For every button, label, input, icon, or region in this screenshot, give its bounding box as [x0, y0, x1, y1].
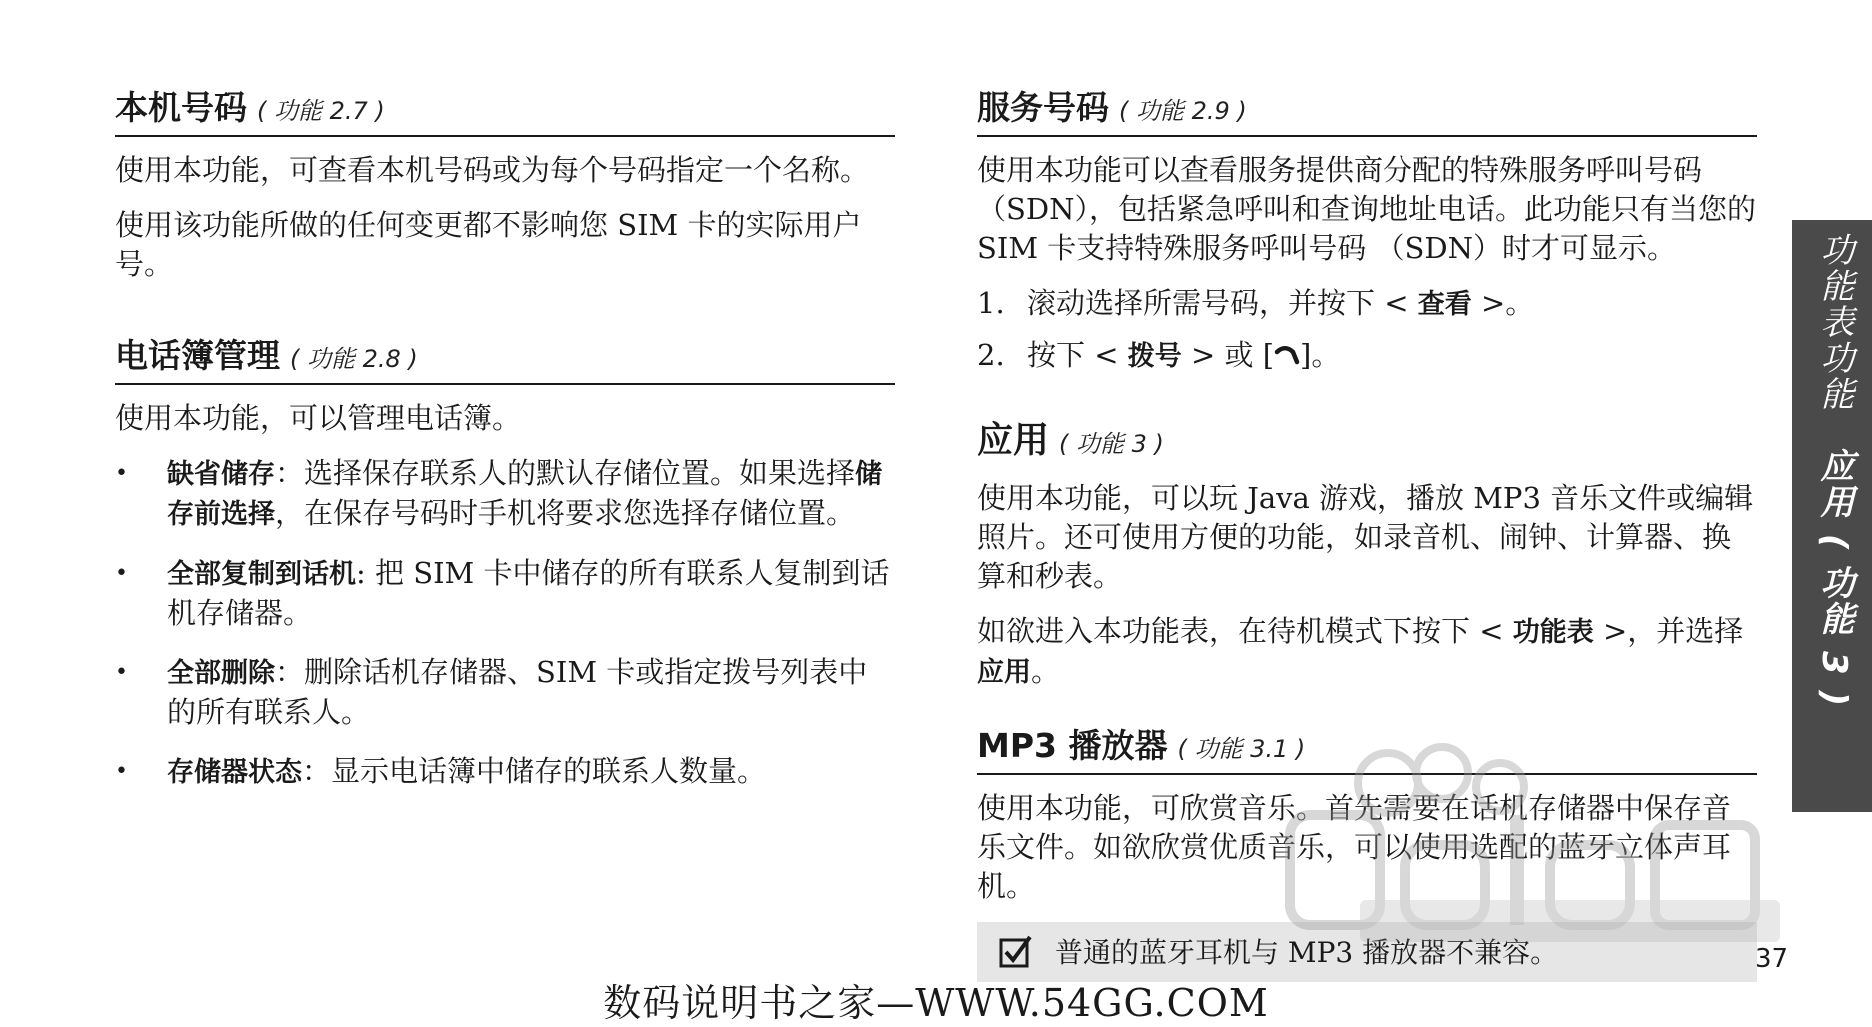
bullet-mark: • — [115, 759, 128, 784]
term: 全部删除 — [167, 658, 275, 689]
step-text: ]。 — [1300, 338, 1341, 372]
paragraph: 使用本功能，可查看本机号码或为每个号码指定一个名称。 — [115, 153, 870, 187]
step-number: 1. — [977, 286, 1005, 320]
section-ref: ( 功能 2.9 ) — [1119, 97, 1247, 125]
chapter-side-tab — [1792, 220, 1872, 812]
paragraph: 使用本功能，可以管理电话簿。 — [115, 401, 522, 435]
paragraph-text: 。 — [1031, 654, 1061, 688]
paragraph-text: >，并选择 — [1593, 614, 1744, 648]
term: 储存前选择 — [167, 459, 883, 530]
term: 缺省储存 — [167, 459, 275, 490]
bullet-mark: • — [115, 561, 128, 586]
list-item — [115, 454, 895, 534]
paragraph — [977, 612, 1757, 692]
list-item — [115, 554, 895, 633]
item-text: 删除话机存储器、SIM 卡或指定拨号列表中的所有联系人。 — [167, 655, 868, 729]
section-ref: ( 功能 3 ) — [1059, 430, 1164, 458]
item-text: 把 SIM 卡中储存的所有联系人复制到话机存储器。 — [167, 556, 890, 630]
side-tab-label — [1810, 232, 1859, 708]
step-text: > 或 [ — [1181, 338, 1275, 372]
checkbox-check-icon — [999, 934, 1033, 968]
section-ref: ( 功能 2.7 ) — [257, 97, 385, 125]
side-tab-main: 功能表功能 — [1814, 232, 1854, 412]
separator: ： — [275, 456, 305, 490]
paragraph: 使用本功能可以查看服务提供商分配的特殊服务呼叫号码（SDN），包括紧急呼叫和查询地址电话。此功能只有当您的 SIM 卡支持特殊服务呼叫号码 （SDN）时才可显示。 — [977, 153, 1756, 265]
bullet-mark: • — [115, 461, 128, 486]
item-text: ，在保存号码时手机将要求您选择存储位置。 — [275, 496, 856, 530]
term: 全部复制到话机 — [167, 559, 356, 590]
softkey-label: 查看 — [1417, 289, 1472, 320]
paragraph: 使用该功能所做的任何变更都不影响您 SIM 卡的实际用户号。 — [115, 208, 862, 281]
footer-banner: 数码说明书之家—WWW.54GG.COM — [603, 981, 1269, 1025]
menu-name: 应用 — [977, 657, 1031, 688]
term: 存储器状态 — [167, 757, 302, 788]
step-text: 滚动选择所需号码，并按下 < — [1027, 286, 1418, 320]
section-ref: ( 功能 2.8 ) — [290, 345, 418, 373]
section-title: 服务号码 — [977, 88, 1109, 127]
section-heading-applications — [977, 412, 1757, 469]
section-title: MP3 播放器 — [977, 726, 1168, 765]
section-heading-phonebook — [115, 330, 895, 385]
list-item — [115, 752, 895, 792]
section-heading-service-number — [977, 82, 1757, 137]
right-column — [977, 82, 1757, 982]
step-text: >。 — [1471, 286, 1535, 320]
bullet-mark: • — [115, 660, 128, 685]
note-text: 普通的蓝牙耳机与 MP3 播放器不兼容。 — [1055, 936, 1559, 969]
separator: ： — [302, 754, 332, 788]
step-item — [977, 336, 1757, 376]
section-title: 电话簿管理 — [115, 336, 280, 375]
paragraph: 使用本功能，可欣赏音乐。首先需要在话机存储器中保存音乐文件。如欲欣赏优质音乐，可以使用选配的蓝牙立体声耳机。 — [977, 791, 1732, 903]
separator: : — [356, 556, 375, 590]
item-text: 显示电话簿中储存的联系人数量。 — [331, 754, 767, 788]
section-heading-own-number — [115, 82, 895, 137]
list-item — [115, 653, 895, 732]
section-ref: ( 功能 3.1 ) — [1177, 735, 1306, 763]
step-item — [977, 284, 1757, 324]
call-key-icon — [1274, 344, 1300, 368]
softkey-label: 功能表 — [1512, 617, 1594, 648]
section-title: 应用 — [977, 420, 1050, 461]
paragraph-text: 如欲进入本功能表，在待机模式下按下 < — [977, 614, 1513, 648]
softkey-label: 拨号 — [1127, 341, 1182, 372]
step-number: 2. — [977, 338, 1005, 372]
left-column — [115, 82, 895, 812]
page-number: 37 — [1755, 944, 1789, 974]
section-heading-mp3-player — [977, 720, 1757, 775]
section-title: 本机号码 — [115, 88, 247, 127]
bullet-list — [115, 454, 895, 792]
step-text: 按下 < — [1027, 338, 1128, 372]
separator: ： — [275, 655, 305, 689]
step-list — [977, 284, 1757, 376]
item-text: 选择保存联系人的默认存储位置。如果选择 — [304, 456, 856, 490]
paragraph: 使用本功能，可以玩 Java 游戏，播放 MP3 音乐文件或编辑照片。还可使用方便的功能，如录音机、闹钟、计算器、换算和秒表。 — [977, 481, 1754, 593]
side-tab-sub: 应用 ( 功能 3 ) — [1814, 448, 1854, 709]
